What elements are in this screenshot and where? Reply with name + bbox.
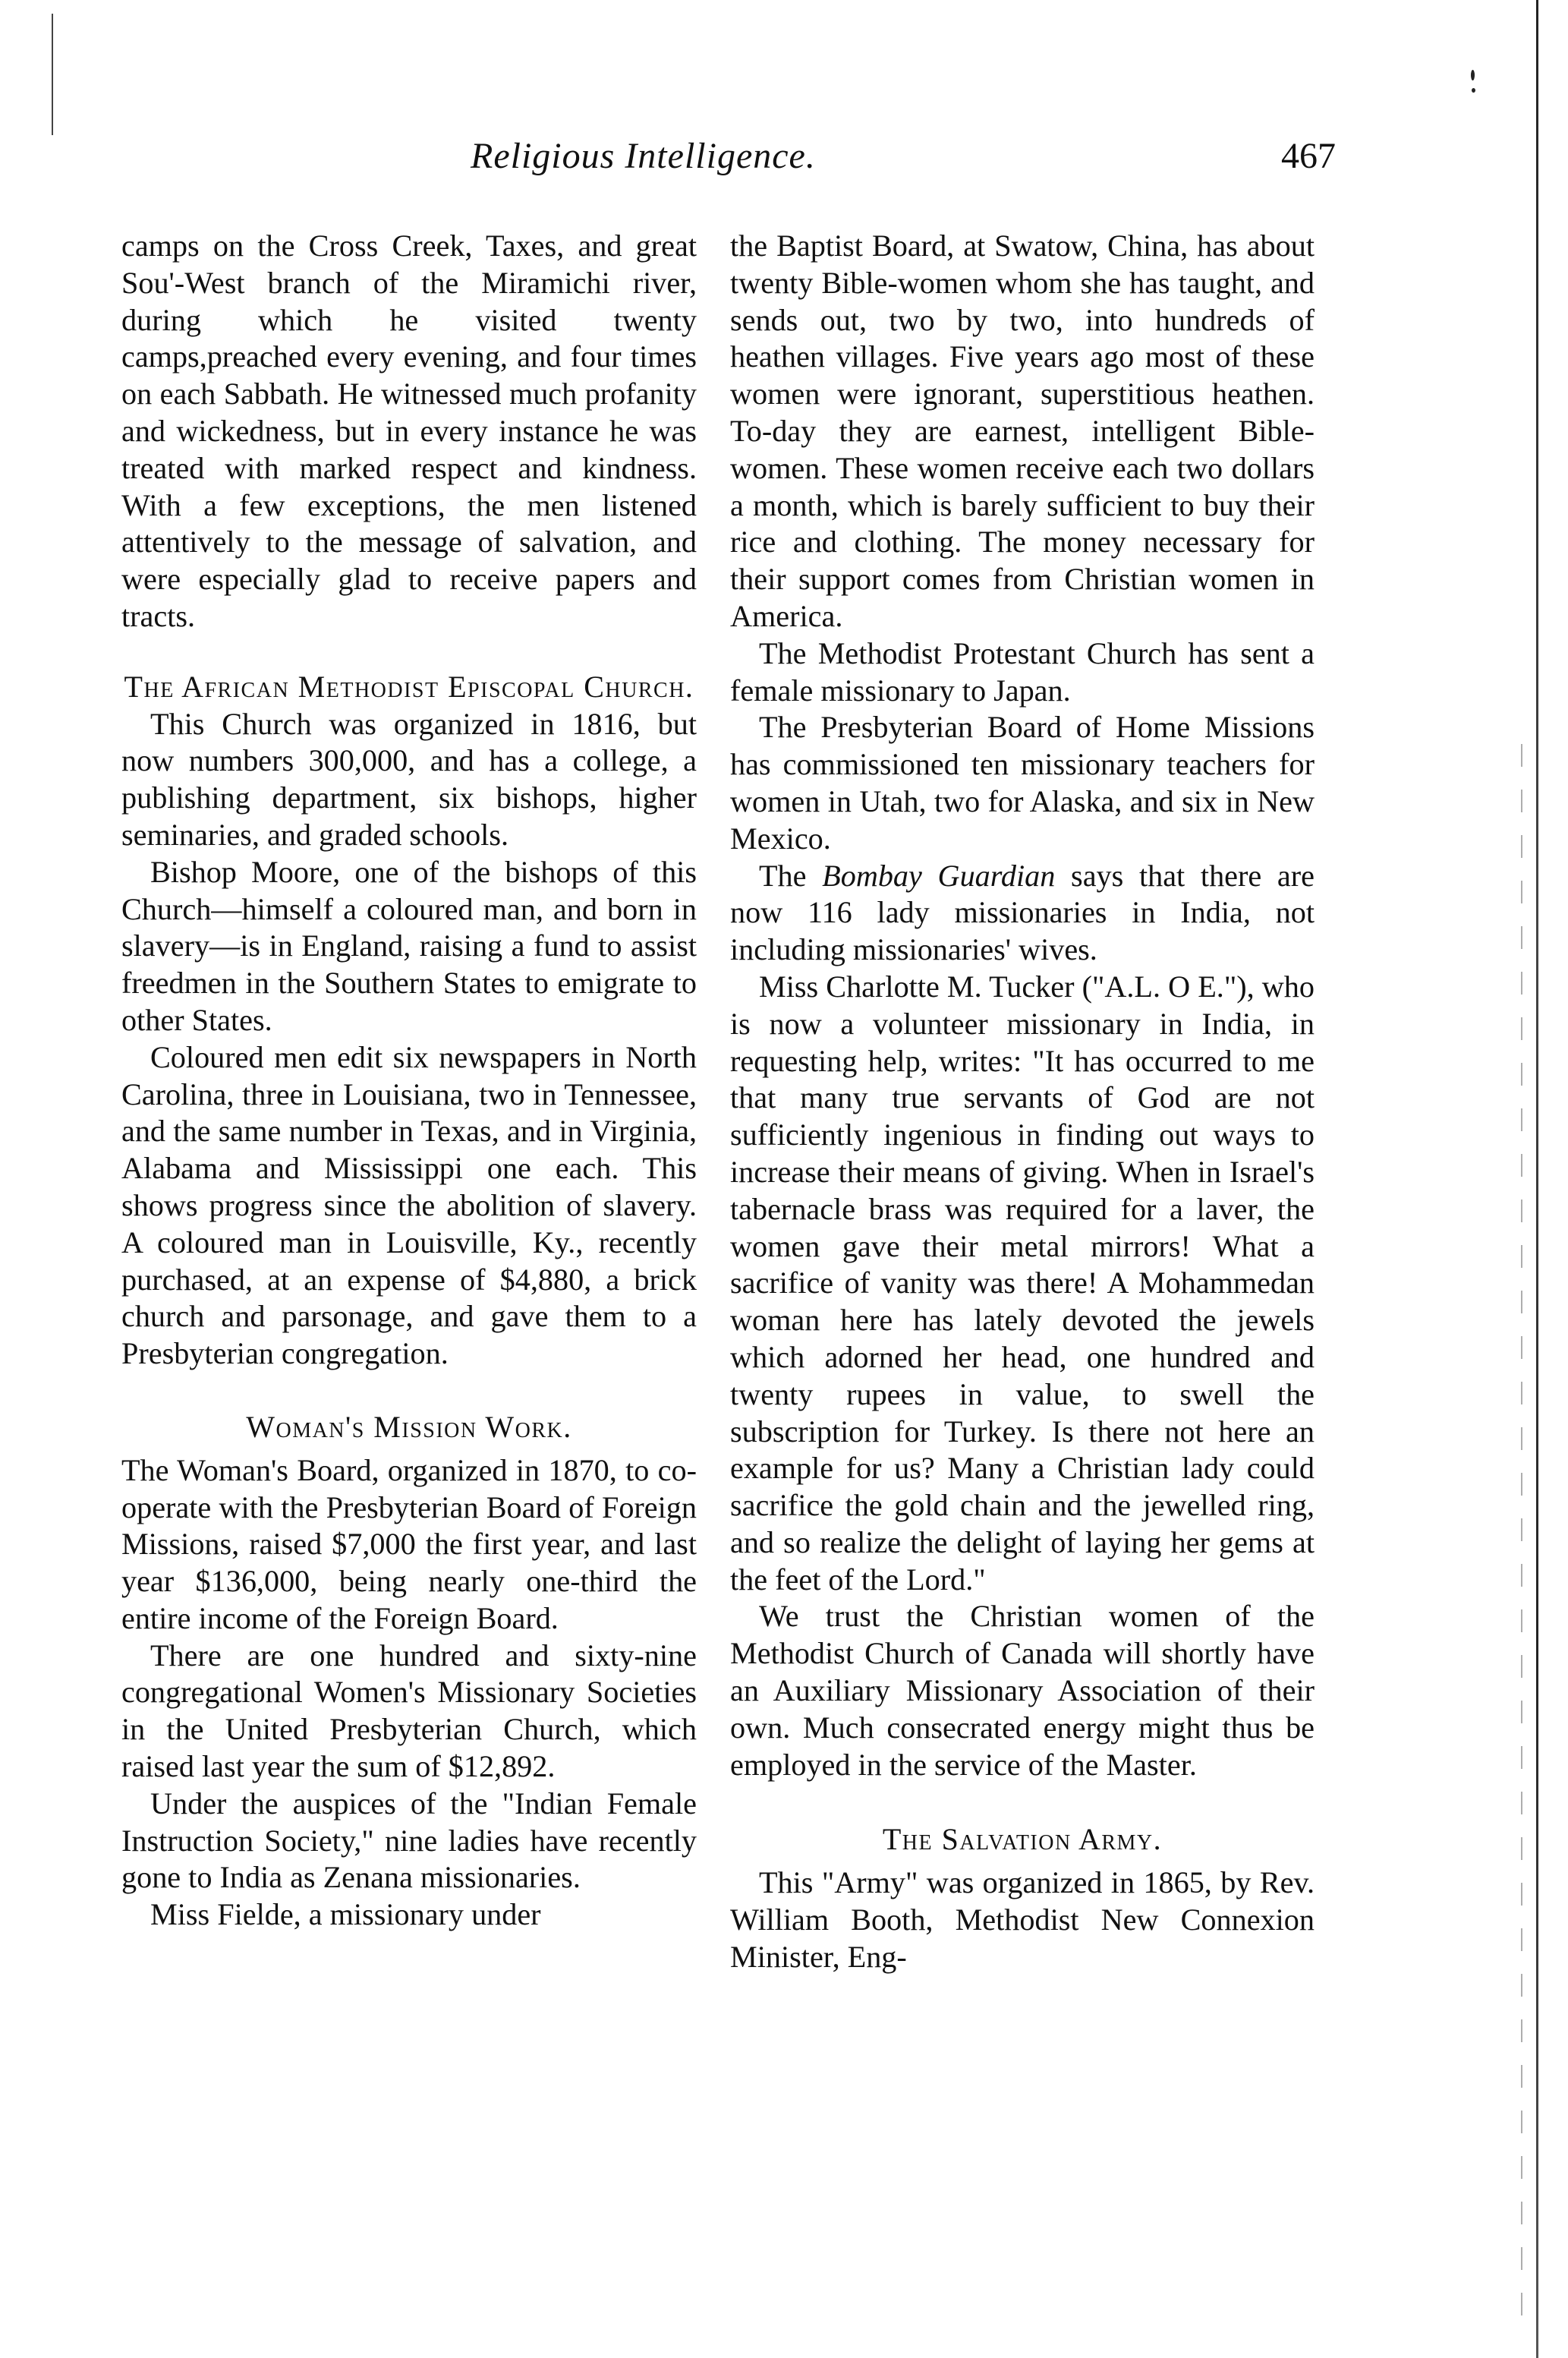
scan-speck [1472,88,1475,93]
running-head: Religious Intelligence. [471,136,816,176]
scan-edge-left [52,14,53,135]
scan-edge-right [1536,0,1538,2358]
left-column [121,228,697,1934]
paragraph: Miss Charlotte M. Tucker ("A.L. O E."), who is now a volunteer missionary in India, in requesting help, writes: "It has occurred to me that many true servants of God are not sufficiently ingenious in finding out ways to increase their means of giving. When in Israel's tabernacle brass was required for a laver, the women gave their metal mirrors! What a sacrifice of vanity was there! A Mohammedan woman here has lately devoted the jewels which adorned her head, one hundred and twenty rupees in value, to swell the subscription for Turkey. Is there not here an example for us? Many a Christian lady could sacrifice the gold chain and the jewelled ring, and so realize the delight of laying her gems at the feet of the Lord." [730,969,1315,1597]
section-heading: The African Methodist Episcopal Church. [124,669,694,704]
paragraph: There are one hundred and sixty-nine congregational Women's Missionary Societies in the United Presbyterian Church, which raised last year the sum of $12,892. [121,1638,697,1784]
page-number: 467 [1281,136,1336,176]
paragraph: This Church was organized in 1816, but now numbers 300,000, and has a college, a publishing department, six bishops, higher seminaries, and graded schools. [121,706,697,852]
paragraph: Bishop Moore, one of the bishops of this Church—himself a coloured man, and born in slavery—is in England, raising a fund to assist freedmen in the Southern States to emigrate to other States. [121,854,697,1037]
scan-edge-right-shadow [1521,744,1522,2338]
paragraph: Under the auspices of the "Indian Female Instruction Society," nine ladies have recently gone to India as Zenana missionaries. [121,1786,697,1895]
paragraph: The Woman's Board, organized in 1870, to co-operate with the Presbyterian Board of Foreign Missions, raised $7,000 the first year, and last year $136,000, being nearly one-third the entire income of the Foreign Board. [121,1452,697,1635]
paragraph: camps on the Cross Creek, Taxes, and great Sou'-West branch of the Miramichi river, during which he visited twenty camps,preached every evening, and four times on each Sabbath. He witnessed much profanity and wickedness, but in every instance he was treated with marked respect and kindness. With a few exceptions, the men listened attentively to the message of salvation, and were especially glad to receive papers and tracts. [121,229,697,633]
paragraph: The Presbyterian Board of Home Missions has commissioned ten missionary teachers for women in Utah, two for Alaska, and six in New Mexico. [730,710,1315,856]
section-heading: Woman's Mission Work. [246,1409,572,1444]
paragraph [730,858,1315,969]
paragraph: Miss Fielde, a missionary under [150,1897,541,1932]
page-header [471,135,1336,188]
paragraph-text: The [759,858,823,893]
paragraph: This "Army" was organized in 1865, by Rev. William Booth, Methodist New Connexion Minister, Eng- [730,1865,1315,1974]
paragraph: Coloured men edit six newspapers in North Carolina, three in Louisiana, two in Tennessee, and the same number in Texas, and in Virginia, Alabama and Mississippi one each. This shows progress since the abolition of slavery. A coloured man in Louisville, Ky., recently purchased, at an expense of $4,880, a brick church and parsonage, and gave them to a Presbyterian congregation. [121,1039,697,1371]
scan-speck [1471,70,1475,80]
section-heading: The Salvation Army. [882,1822,1163,1857]
paragraph: We trust the Christian women of the Methodist Church of Canada will shortly have an Auxiliary Missionary Association of their own. Much consecrated energy might thus be employed in the service of the Master. [730,1599,1315,1782]
paragraph: The Methodist Protestant Church has sent a female missionary to Japan. [730,635,1315,708]
publication-title: Bombay Guardian [822,858,1056,893]
right-column [730,228,1315,1976]
paragraph: the Baptist Board, at Swatow, China, has about twenty Bible-women whom she has taught, and sends out, two by two, into hundreds of heathen villages. Five years ago most of these women were ignorant, superstitious heathen. To-day they are earnest, intelligent Bible-women. These women receive each two dollars a month, which is barely sufficient to buy their rice and clothing. The money necessary for their support comes from Christian women in America. [730,229,1315,633]
paragraph-text: says that there are now 116 lady missionaries in India, not including missionaries' wives. [730,858,1315,967]
